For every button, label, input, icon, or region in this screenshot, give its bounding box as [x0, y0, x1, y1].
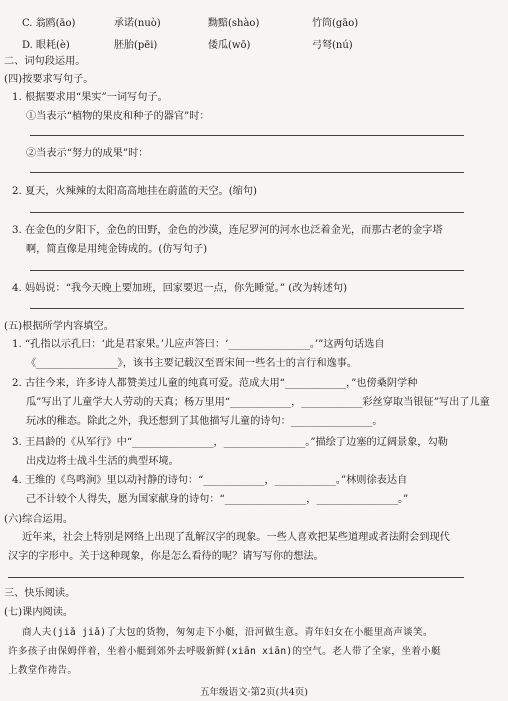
q4-4: 4. 妈妈说：“我今天晚上要加班，回家要迟一点，你先睡觉。” (改为转述句)	[12, 283, 348, 294]
q4-2: 2. 夏天，火辣辣的太阳高高地挂在蔚蓝的天空。(缩句)	[12, 186, 258, 197]
reading-text-2: 许多孩子由保姆伴着，坐着小艇到郊外去呼吸新鲜(xiān xiān)的空气。老人带了全家，坐着小艇	[8, 646, 441, 657]
q5-4-line1: 4. 王维的《鸟鸣涧》里以动衬静的诗句：“____________，____________。”林则徐表达自	[12, 475, 408, 486]
q4-3-line2: 啊，简直像是用纯金铸成的。(仿写句子)	[26, 244, 208, 255]
answer-line[interactable]	[30, 308, 464, 309]
part-5-heading: (五)根据所学内容填空。	[4, 321, 114, 332]
option-c-4: 竹筒(gāo)	[312, 18, 359, 29]
q5-3-line2: 出戍边将士战斗生活的典型环境。	[26, 456, 179, 467]
section-3-heading: 三、快乐阅读。	[4, 588, 76, 599]
part-6-text-1: 近年来，社会上特别是网络上出现了乱解汉字的现象。一些人喜欢把某些道理或者法附会到现代	[22, 532, 450, 543]
answer-line[interactable]	[30, 212, 464, 213]
page-footer: 五年级语文·第2页(共4页)	[199, 687, 309, 698]
option-d-2: 胚胎(pēi)	[114, 40, 158, 51]
part-4-heading: (四)按要求写句子。	[4, 74, 94, 85]
q4-1b: ②当表示“努力的成果”时：	[26, 148, 149, 159]
option-d-3: 倭瓜(wō)	[208, 40, 251, 51]
q4-1a: ①当表示“植物的果皮和种子的器官”时：	[26, 111, 210, 122]
q4-1: 1. 根据要求用“果实”一词写句子。	[12, 92, 168, 103]
option-c-2: 承诺(nuò)	[114, 18, 161, 29]
q5-4-line2: 己不计较个人得失，愿为国家献身的诗句：“________________，________________。”	[26, 494, 409, 505]
q5-2-line2: 瓜”写出了儿童学大人劳动的天真；杨万里用“____________，____________彩丝穿取当银钲”写出了儿童	[26, 397, 490, 408]
q5-1-line1: 1. “孔指以示孔曰：‘此是君家果。’儿应声答曰：‘________________。’”这两句话选自	[12, 339, 385, 350]
answer-line[interactable]	[8, 577, 464, 578]
q4-3-line1: 3. 在金色的夕阳下，金色的田野，金色的沙漠，连尼罗河的河水也泛着金光，而那古老的金字塔	[12, 225, 443, 236]
answer-line[interactable]	[30, 270, 464, 271]
q5-1-line2: 《________________》，该书主要记载汉至晋宋间一些名士的言行和逸事。	[26, 358, 358, 369]
part-6-heading: (六)综合运用。	[4, 514, 74, 525]
option-d-4: 弓弩(nú)	[312, 40, 353, 51]
reading-text-1: 商人夫(jiǎ jiǎ)了大包的货物，匆匆走下小艇，沿河做生意。青年妇女在小艇里高声谈笑。	[22, 627, 433, 638]
q5-2-line3: 玩冰的稚态。除此之外，我还想到了其他描写儿童的诗句：________________。	[26, 416, 383, 427]
q5-2-line1: 2. 古往今来，许多诗人都赞美过儿童的纯真可爱。范成大用“____________，”也傍桑阴学种	[12, 378, 418, 389]
option-d-1: D. 眼耗(è)	[22, 40, 70, 51]
q5-3-line1: 3. 王昌龄的《从军行》中“________________，________________。”描绘了边塞的辽阔景象，勾勒	[12, 437, 448, 448]
answer-line[interactable]	[30, 135, 464, 136]
option-c-3: 黝黯(shào)	[208, 18, 260, 29]
part-6-text-2: 汉字的字形中。关于这种现象，你是怎么看待的呢？请写写你的想法。	[8, 551, 324, 562]
option-c-1: C. 翁鸥(āo)	[22, 18, 76, 29]
part-7-heading: (七)课内阅读。	[4, 607, 74, 618]
reading-text-3: 上教堂作祷告。	[8, 665, 78, 676]
section-2-heading: 二、词句段运用。	[4, 56, 86, 67]
answer-line[interactable]	[30, 172, 464, 173]
